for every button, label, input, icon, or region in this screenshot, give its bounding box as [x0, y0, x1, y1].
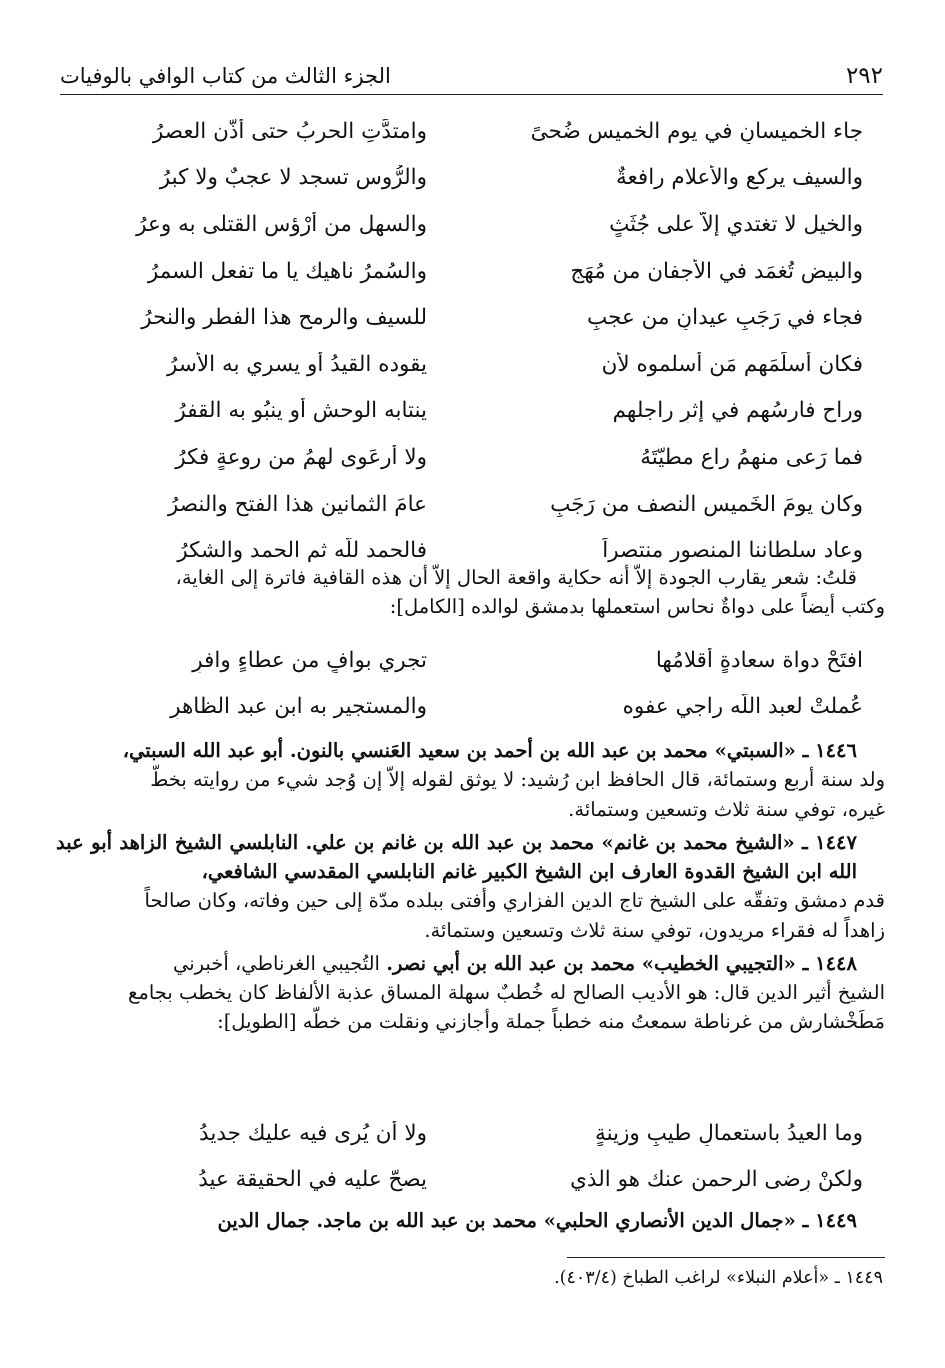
verse-line: [82, 1110, 863, 1157]
second-hemistich: والرُّوس تسجد لا عجبٌ ولا كبرُ: [159, 165, 427, 191]
entry-line: ولد سنة أربع وستمائة، قال الحافظ ابن رُشيد: لا يوثق لقوله إلاّ إن وُجد شيء من روايته بخطّ: [150, 768, 885, 792]
first-hemistich: وكان يومَ الخَميس النصف من رَجَبٍ: [550, 491, 863, 517]
commentary-line: قلتُ: شعر يقارب الجودة إلاّ أنه حكاية واقعة الحال إلاّ أن هذه القافية فاترة إلى الغاية،: [175, 566, 857, 589]
page-number: ٢٩٢: [845, 63, 883, 89]
first-hemistich: جاء الخميسانِ في يوم الخميس ضُحىً: [530, 118, 863, 144]
footnote-divider: [567, 1257, 885, 1258]
verse-line: [82, 481, 863, 528]
first-hemistich: ولكنْ رِضى الرحمن عنك هو الذي: [570, 1167, 863, 1193]
entry-line: غيره، توفي سنة ثلاث وتسعين وستمائة.: [568, 797, 885, 821]
entry-first-line: [56, 949, 885, 978]
entry-heading: ١٤٤٩ ـ «جمال الدين الأنصاري الحلبي» محمد بن عبد الله بن ماجد. جمال الدين: [217, 1209, 857, 1232]
entry-heading: ١٤٤٦ ـ «السبتي» محمد بن عبد الله بن أحمد بن سعيد العَنسي بالنون. أبو عبد الله السبتي،: [122, 739, 857, 762]
second-hemistich: والسهل من أرْؤسِ القتلى به وعرُ: [136, 211, 427, 237]
page-header: [60, 58, 883, 95]
first-hemistich: والبيض تُغمَد في الأجفان من مُهَجٍ: [570, 258, 863, 284]
commentary-line: وكتب أيضاً على دواةٌ نحاس استعملها بدمشق لوالده [الكامل]:: [389, 595, 885, 619]
verse-line: [82, 388, 863, 435]
footnote: ١٤٤٩ ـ «أعلام النبلاء» لراغب الطباخ (٤٠٣/٤).: [554, 1268, 883, 1288]
first-hemistich: فما رَعى منهمُ راعٍ مطيّتَهُ: [640, 444, 863, 470]
first-hemistich: وما العيدُ باستعمالِ طيبٍ وزينةٍ: [595, 1120, 863, 1146]
second-hemistich: والسُمرُ ناهيك يا ما تفعل السمرُ: [147, 258, 427, 284]
second-hemistich: فالحمد للّه ثم الحمد والشكرُ: [177, 538, 427, 564]
poem-block-3: [82, 1110, 863, 1203]
verse-line: [82, 155, 863, 202]
first-hemistich: والسيف يركع والأعلام رافعةٌ: [616, 165, 863, 191]
entry-heading-rest: التُجيبي الغرناطي، أخبرني: [172, 951, 387, 975]
verse-line: [82, 108, 863, 155]
entry-line: قدم دمشق وتفقّه على الشيخ تاج الدين الفزاري وأفتى ببلده مدّة إلى حين وفاته، وكان صالحاً: [144, 889, 885, 913]
biography-entry-1446: [56, 736, 885, 824]
entry-line: الشيخ أثير الدين قال: هو الأديب الصالح له خُطبٌ سهلة المساق عذبة الألفاظ كان يخطب بجامع: [128, 981, 885, 1004]
poem-block-1: [82, 108, 863, 574]
biography-entry-1447: [56, 828, 885, 945]
verse-line: [82, 684, 863, 731]
entry-heading: ١٤٤٨ ـ «التجيبي الخطيب» محمد بن عبد الله بن أبي نصر.: [386, 951, 857, 975]
verse-line: [82, 1157, 863, 1204]
first-hemistich: وعاد سلطاننا المنصور منتصراً: [602, 538, 863, 564]
entries-section: [56, 736, 885, 1041]
second-hemistich: والمستجير به ابن عبد الظاهرِ: [170, 694, 427, 720]
second-hemistich: وامتدَّتِ الحربُ حتى أُذّن العصرُ: [152, 118, 427, 144]
first-hemistich: فكان أسلَمَهم مَن أسلموه لأن: [601, 351, 863, 377]
first-hemistich: عُملتْ لعبد اللّه راجي عفوه: [622, 694, 863, 720]
second-hemistich: ولا أن يُرى فيه عليك جديدُ: [199, 1120, 427, 1146]
commentary-paragraph: [56, 563, 885, 622]
entry-heading: ١٤٤٧ ـ «الشيخ محمد بن غانم» محمد بن عبد الله بن غانم بن علي. النابلسي الشيخ الزاهد أبو عبد الله ابن الشيخ القدوة العارف ابن الشيخ الكبير غانم النابلسي المقدسي الشافعي،: [56, 830, 857, 883]
verse-line: [82, 294, 863, 341]
second-hemistich: يصحّ عليه في الحقيقة عيدُ: [198, 1167, 427, 1193]
first-hemistich: فجاء في رَجَبٍ عيدانِ من عجبٍ: [586, 305, 863, 331]
second-hemistich: عامَ الثمانين هذا الفتح والنصرُ: [167, 491, 427, 517]
verse-line: [82, 201, 863, 248]
entry-line: زاهداً له فقراء مريدون، توفي سنة ثلاث وتسعين وستمائة.: [424, 918, 885, 942]
first-hemistich: والخيل لا تغتدي إلاّ على جُثَثٍ: [609, 211, 863, 237]
verse-line: [82, 434, 863, 481]
poem-block-2: [82, 637, 863, 730]
second-hemistich: يقوده القيدُ أو يسري به الأسرُ: [167, 351, 427, 377]
verse-line: [82, 637, 863, 684]
biography-entry-1449: [56, 1206, 885, 1235]
biography-entry-1448: [56, 949, 885, 1037]
second-hemistich: ينتابه الوحش أو ينبُو به القفرُ: [175, 398, 427, 424]
second-hemistich: للسيف والرمح هذا الفطر والنحرُ: [141, 305, 427, 331]
verse-line: [82, 341, 863, 388]
first-hemistich: وراح فارسُهم في إثرِ راجلهم: [612, 398, 863, 424]
second-hemistich: تجري بوافٍ من عطاءٍ وافرِ: [192, 647, 427, 673]
second-hemistich: ولا أرعَوى لهمُ من روعةٍ فكرُ: [175, 444, 427, 470]
entry-line: مَطَخْشارش من غرناطة سمعتُ منه خطباً جملة وأجازني ونقلت من خطّه [الطويل]:: [217, 1010, 885, 1034]
running-title: الجزء الثالث من كتاب الوافي بالوفيات: [60, 64, 391, 88]
first-hemistich: افتَحْ دواة سعادةٍ أقلامُها: [655, 647, 863, 673]
verse-line: [82, 248, 863, 295]
